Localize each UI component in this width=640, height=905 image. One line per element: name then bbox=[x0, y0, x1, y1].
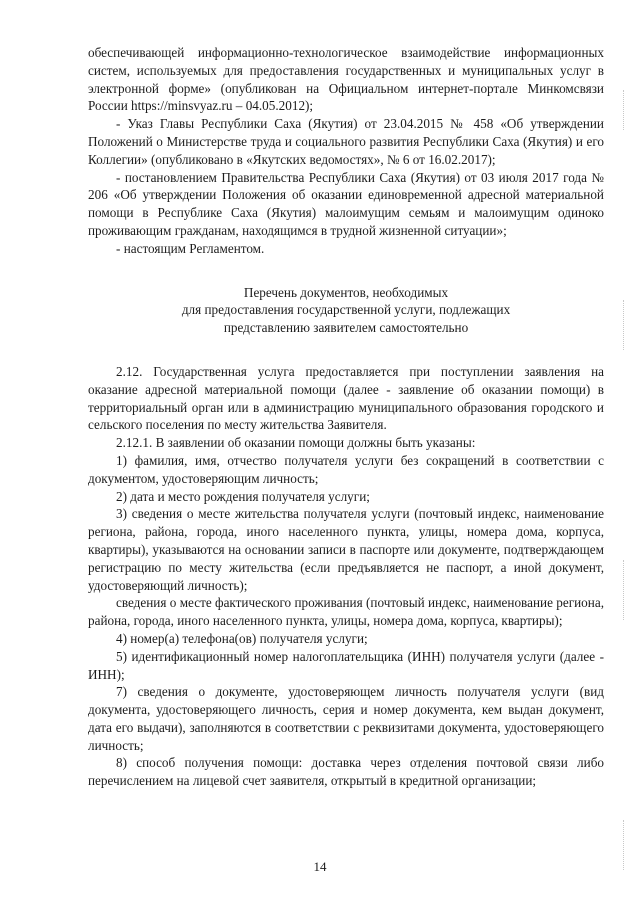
item-7-id-document: 7) сведения о документе, удостоверяющем личность получателя услуги (вид документа, удостоверяющего личность, серия и номер документа, кем выдан документ, дата его выдачи), заполняются в соответствии с реквизитами документа, удостоверяющего личность; bbox=[88, 684, 604, 753]
scan-edge-mark bbox=[623, 300, 626, 350]
item-5-inn: 5) идентификационный номер налогоплательщика (ИНН) получателя услуги (далее - ИНН); bbox=[88, 648, 604, 682]
scan-edge-mark bbox=[623, 560, 626, 620]
item-8-payment-method: 8) способ получения помощи: доставка через отделения почтовой связи либо перечислением на лицевой счет заявителя, открытый в кредитной организации; bbox=[88, 755, 604, 789]
list-item-ukaz: - Указ Главы Республики Саха (Якутия) от 23.04.2015 № 458 «Об утверждении Положений о Министерстве труда и социального развития Республики Саха (Якутия) и его Коллегии» (опубликовано в «Якутских ведомостях», № 6 от 16.02.2017); bbox=[88, 116, 604, 167]
scan-edge-mark bbox=[623, 820, 626, 870]
item-2-birth: 2) дата и место рождения получателя услуги; bbox=[116, 488, 370, 504]
section-heading bbox=[88, 284, 604, 337]
heading-line: представлению заявителем самостоятельно bbox=[223, 320, 469, 336]
paragraph-2-12: 2.12. Государственная услуга предоставляется при поступлении заявления на оказание адресной материальной помощи (далее - заявление об оказании помощи) в территориальный орган или в администрацию муниципального образования городского и сельского поселения по месту жительства Заявителя. bbox=[88, 363, 604, 433]
intro-paragraph: обеспечивающей информационно-технологическое взаимодействие информационных систем, используемых для предоставления государственных и муниципальных услуг в электронной форме» (опубликован на Официальном интернет-портале Минкомсвязи России https://minsvyaz.ru – 04.05.2012); bbox=[88, 45, 604, 114]
list-item-reglament: - настоящим Регламентом. bbox=[116, 240, 265, 256]
intro-section bbox=[88, 44, 604, 258]
list-item-postanovlenie: - постановлением Правительства Республики Саха (Якутия) от 03 июля 2017 года № 206 «Об утверждении Положения об оказании единовременной адресной материальной помощи в Республике Саха (Якутия) малоимущим семьям и малоимущим одиноко проживающим гражданам, находящимся в трудной жизненной ситуации»; bbox=[88, 169, 604, 238]
heading-line: для предоставления государственной услуги, подлежащих bbox=[181, 302, 511, 318]
item-3-residence: 3) сведения о месте жительства получателя услуги (почтовый индекс, наименование региона, района, города, иного населенного пункта, улицы, номера дома, корпуса, квартиры), указываются на основании записи в паспорте или документе, подтверждающем регистрацию по месту жительства (если предъявляется не паспорт, а иной документ, удостоверяющий личность); bbox=[88, 506, 604, 593]
documents-section bbox=[88, 363, 604, 790]
document-page bbox=[88, 44, 604, 790]
item-actual-residence: сведения о месте фактического проживания (почтовый индекс, наименование региона, района, города, иного населенного пункта, улицы, номера дома, корпуса, квартиры); bbox=[88, 595, 604, 629]
heading-line: Перечень документов, необходимых bbox=[243, 284, 449, 300]
paragraph-2-12-1: 2.12.1. В заявлении об оказании помощи должны быть указаны: bbox=[116, 435, 476, 451]
item-4-phone: 4) номер(а) телефона(ов) получателя услуги; bbox=[116, 630, 368, 646]
scan-edge-mark bbox=[623, 90, 626, 130]
page-number: 14 bbox=[313, 859, 327, 874]
item-1-fio: 1) фамилия, имя, отчество получателя услуги без сокращений в соответствии с документом, удостоверяющим личность; bbox=[88, 452, 604, 486]
